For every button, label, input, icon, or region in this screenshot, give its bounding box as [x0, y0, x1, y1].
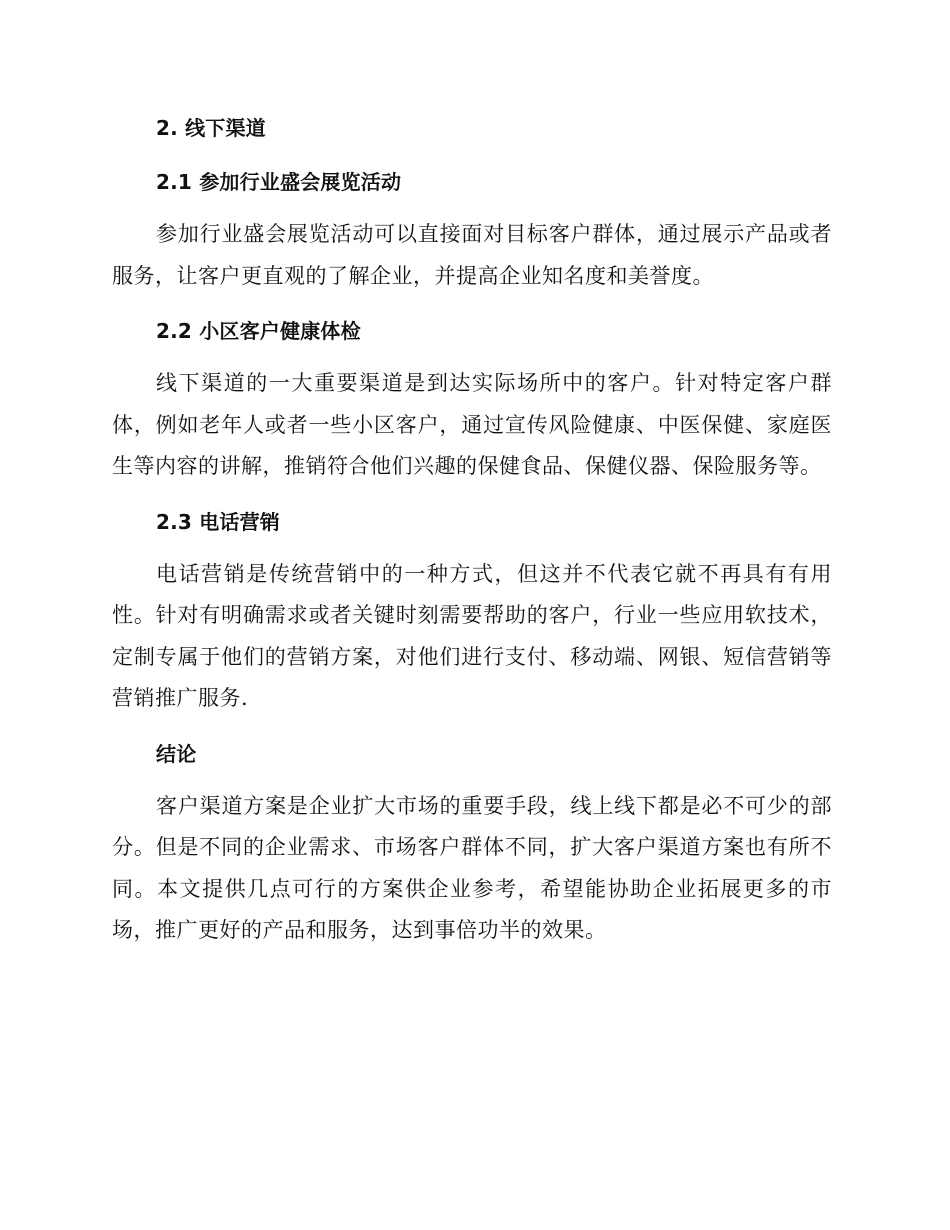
section-heading-offline-channels: 2. 线下渠道 [156, 116, 266, 140]
paragraph-exhibition: 参加行业盛会展览活动可以直接面对目标客户群体，通过展示产品或者服务，让客户更直观的了解企业，并提高企业知名度和美誉度。 [112, 222, 832, 288]
subsection-heading-telemarketing: 2.3 电话营销 [156, 509, 280, 534]
paragraph-telemarketing: 电话营销是传统营销中的一种方式，但这并不代表它就不再具有有用性。针对有明确需求或者关键时刻需要帮助的客户，行业一些应用软技术，定制专属于他们的营销方案，对他们进行支付、移动端、网银、短信营销等营销推广服务. [112, 561, 832, 710]
conclusion-heading: 结论 [156, 741, 197, 766]
subsection-heading-health-check: 2.2 小区客户健康体检 [156, 319, 361, 343]
paragraph-health-check: 线下渠道的一大重要渠道是到达实际场所中的客户。针对特定客户群体，例如老年人或者一些小区客户，通过宣传风险健康、中医保健、家庭医生等内容的讲解，推销符合他们兴趣的保健食品、保健仪器、保险服务等。 [112, 371, 832, 478]
paragraph-conclusion: 客户渠道方案是企业扩大市场的重要手段，线上线下都是必不可少的部分。但是不同的企业需求、市场客户群体不同，扩大客户渠道方案也有所不同。本文提供几点可行的方案供企业参考，希望能协助企业拓展更多的市场，推广更好的产品和服务，达到事倍功半的效果。 [112, 793, 832, 942]
subsection-heading-exhibition: 2.1 参加行业盛会展览活动 [156, 170, 402, 194]
document-body [112, 108, 832, 966]
